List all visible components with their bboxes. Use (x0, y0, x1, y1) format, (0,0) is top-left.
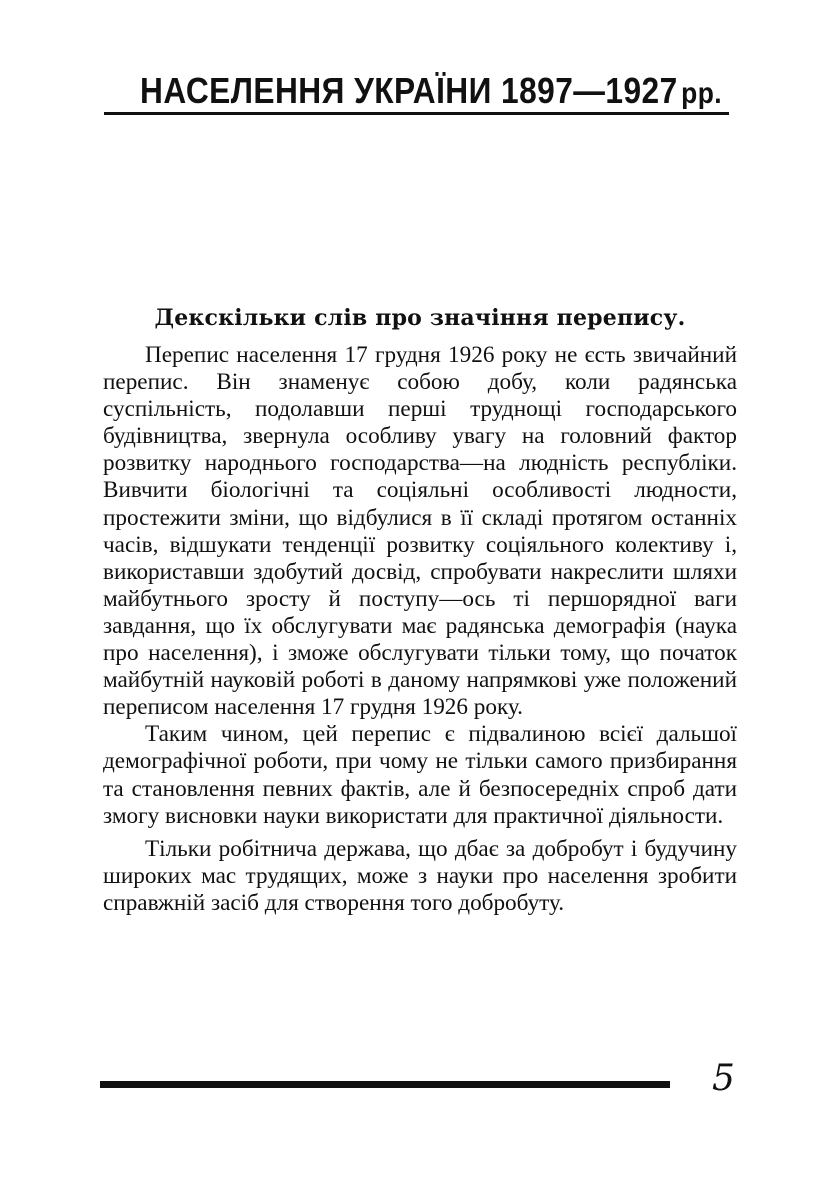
page-title (140, 70, 723, 112)
page-number: 5 (712, 1058, 735, 1099)
paragraph-2: Таким чином, цей перепис є підвалиною всієї дальшої демографічної роботи, при чому не тільки самого призбирання та становлення певних фактів, але й безпосередніх спроб дати змогу висновки науки використати для практичної діяльности. (103, 721, 737, 829)
paragraph-3: Тільки робітнича держава, що дбає за добробут і будучину широких мас трудящих, може з науки про населення зробити справжній засіб для створення того добробуту. (103, 835, 737, 916)
page-title-text: НАСЕЛЕННЯ УКРАЇНИ 1897—1927 (140, 70, 678, 111)
section-heading: Декскільки слів про значіння перепису. (154, 305, 686, 331)
footer-rule (100, 1081, 670, 1088)
header-rule (104, 112, 729, 115)
paragraph-1: Перепис населення 17 грудня 1926 року не єсть звичайний перепис. Він знаменує собою добу, коли радянська суспільність, подолавши перші труднощі господарського будівництва, звернула особливу увагу на головний фактор розвитку народнього господарства—на людність республіки. Вивчити біологічні та соціяльні особливості людности, простежити зміни, що відбулися в її складі протягом останніх часів, відшукати тенденції розвитку соціяльного колективу і, використавши здобутий досвід, спробувати накреслити шляхи майбутнього зросту й поступу—ось ті першорядної ваги завдання, що їх обслугувати має радянська демографія (наука про населення), і зможе обслугувати тільки тому, що початок майбутній науковій роботі в даному напрямкові уже положений переписом населення 17 грудня 1926 року. (103, 342, 737, 721)
page-title-suffix: рр. (681, 77, 723, 110)
body-text (103, 342, 737, 917)
